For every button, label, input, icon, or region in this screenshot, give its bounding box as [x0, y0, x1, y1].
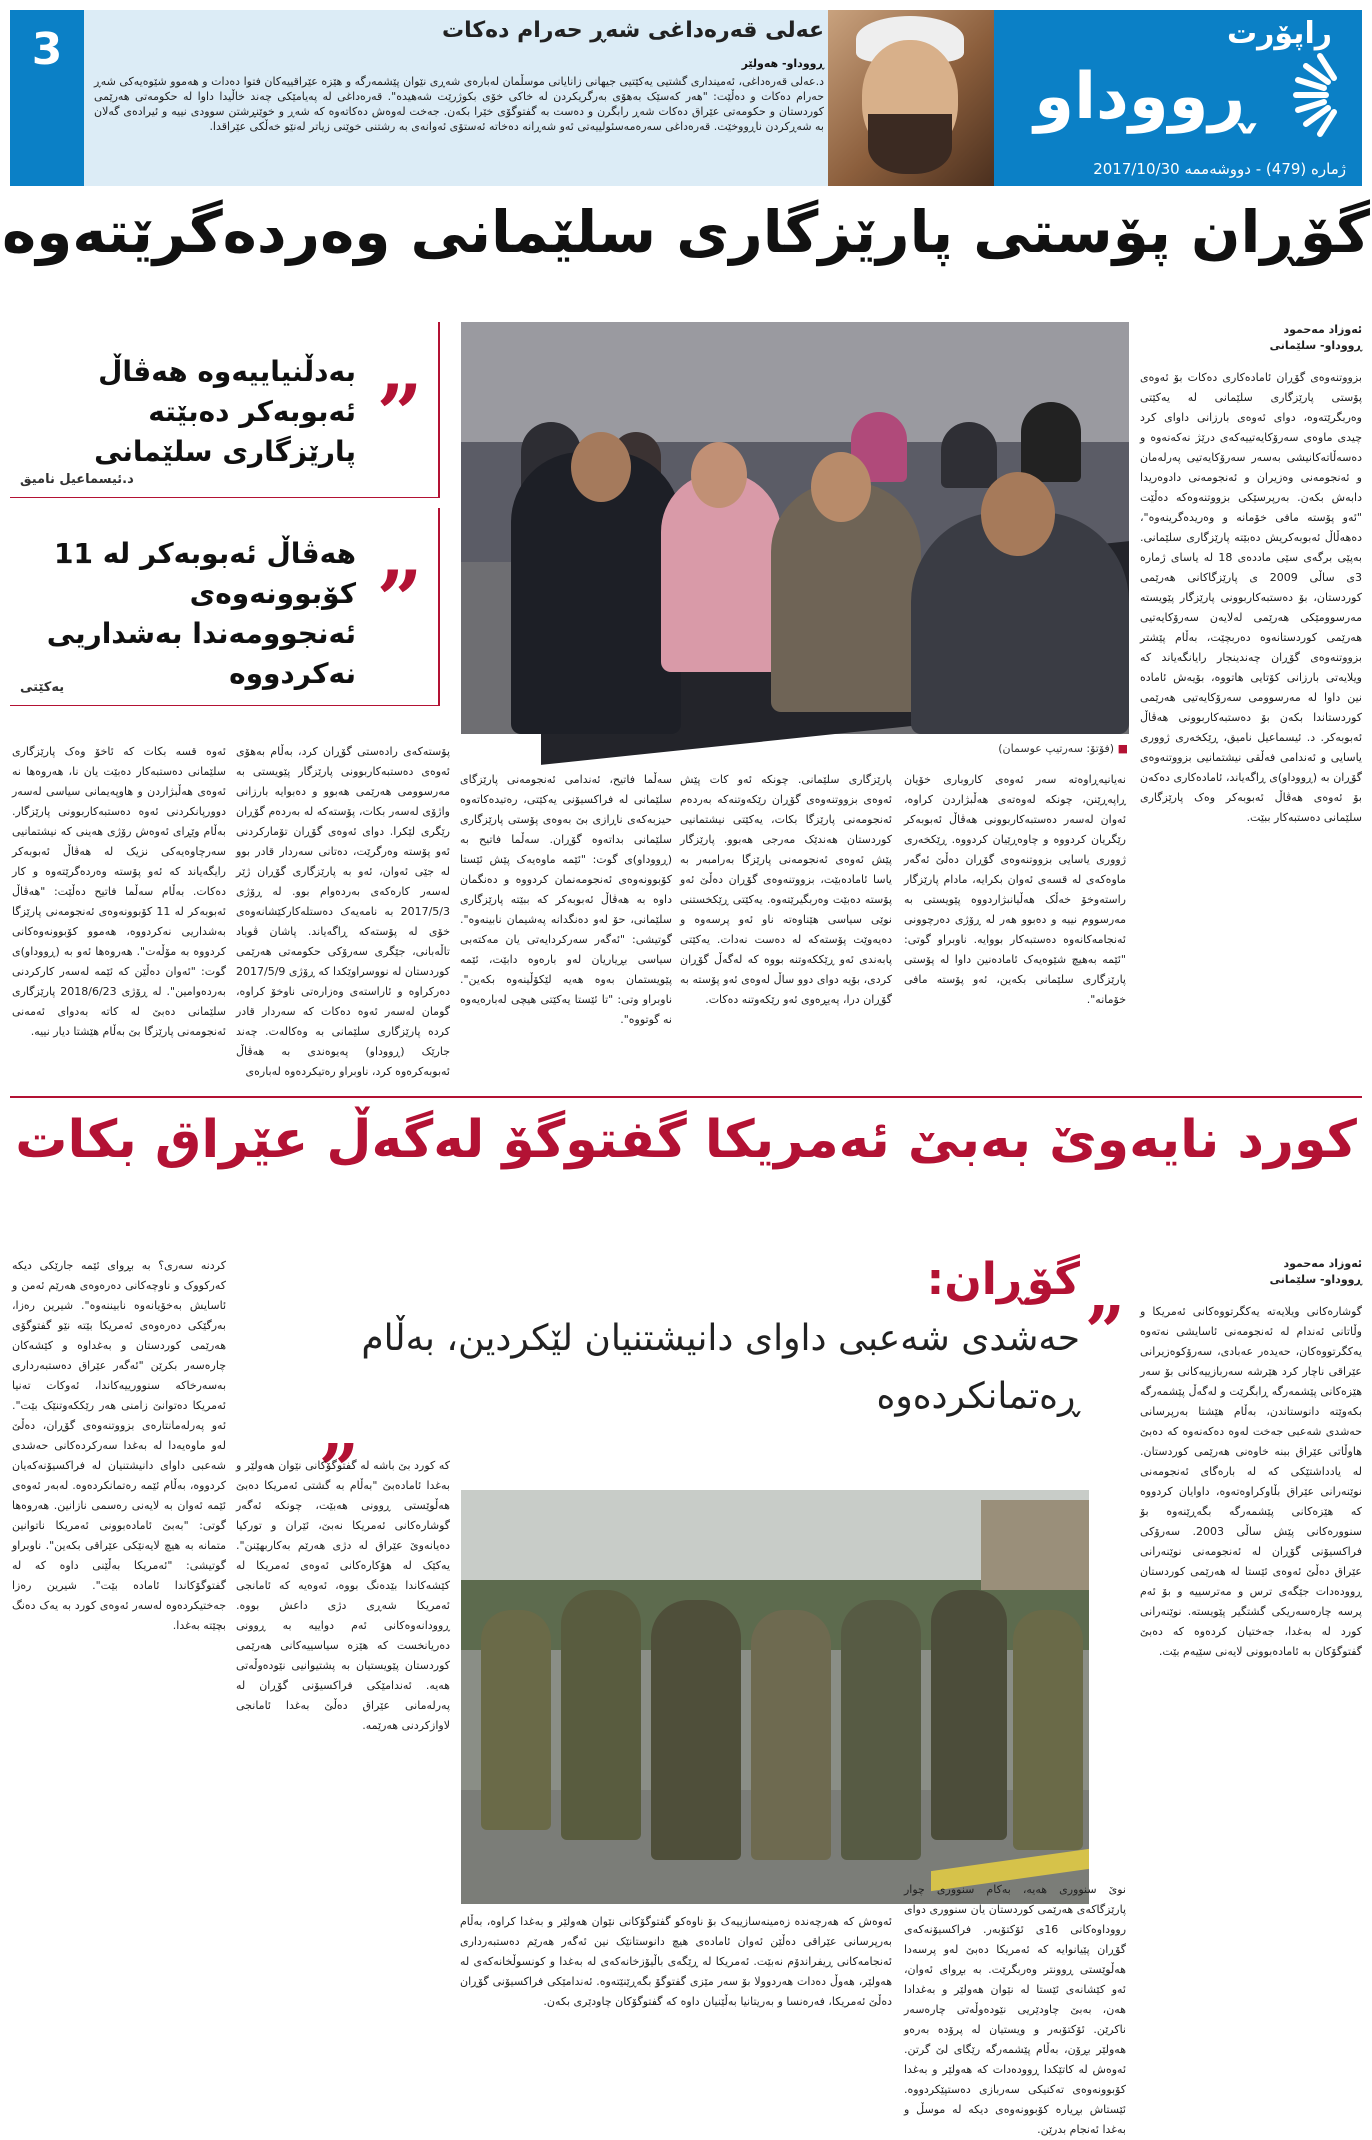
- photo2-building: [981, 1500, 1089, 1590]
- article1-location: ڕووداو- سلێمانی: [1269, 339, 1362, 352]
- teaser: [94, 18, 824, 178]
- photo1-figure: [1021, 402, 1081, 482]
- article2-col3-text: کە کورد بێ باشە لە گفتوگۆکانی نێوان هەولێر و بەغدا ئامادەبێ "بەڵام بە گشتی ئەمریکا دەبێ هەڵوێستی ڕوونی هەبێت، چونکە ئەگەر گوشارەکانی ئەمریکا نەبێ، ئێران و تورکیا دەیانەوێ عێراق لە دژی هەرێم بەکاربهێنن". یەکێک لە هۆکارەکانی ئەوەی ئەمریکا لە کێشەکاندا بێدەنگ بووە، ئەوەیە کە ئامانجی ئەمریکا شەڕی دژی داعش بووە. ڕوودانەوەکانی ئەم دواییە بە ڕوونی دەریانخست کە هێزە سیاسییەکانی هەرێمی کوردستان پێویستیان بە پشتیوانیی نێودەوڵەتی هەیە. ئەندامێکی فراکسیۆنی گۆڕان لە پەرلەمانی عێراق دەڵێ بەغدا ئامانجی لاوازکردنی هەرێمە.: [236, 1459, 450, 1732]
- masthead: [10, 10, 1362, 186]
- article1-column-3: [680, 770, 892, 1084]
- article2-col2-text: کردنە سەری؟ بە بڕوای ئێمە جارێکی دیکە کەرکووک و ناوچەکانی دەرەوەی هەرێم ئەمن و ئاسایش بەخۆیانەوە نابیننەوە". شیرین رەزا، بەرگێکی دەرەوەی ئەمریکا بێتە نێو گفتوگۆی هەرێمی کوردستان و بەغداوە و کێشەکان چارەسەر بکرێن "ئەگەر عێراق دەستبەرداری بەسەرخاکە سنوورییەکاندا، ئەوکات تەنیا ئەمریکا دەتوانێ زامنی هەر رێککەوتنێک بێت". ئەو پەرلەمانتارەی بزووتنەوەی گۆڕان، دەڵێ لەو ماوەیەدا لە بەغدا سەرکردەکانی حەشدی شەعبی داوای دانیشتنیان لە فراکسیۆنەکەیان کردووە، بەڵام ئێمە رەتمانکردەوە. لەبەر ئەوەی ئێمە ئەوان بە لایەنی رەسمی نازانین. هەروەها گوتی: "بەبێ ئامادەبوونی ئەمریکا ناتوانین متمانە بە هیچ لایەنێکی عێراقی بکەین". ناوبراو گوتیشی: "ئەمریکا بەڵێنی داوە کە لە گفتوگۆکاندا ئامادە بێت". شیرین رەزا جەختیکردەوە لەسەر ئەوەی کورد بە یەک دەنگ بچێتە بەغدا.: [12, 1259, 226, 1632]
- photo2-soldier: [931, 1590, 1007, 1840]
- photo1-caption: [560, 742, 1128, 755]
- quote-mark-icon: „: [320, 1388, 361, 1471]
- teaser-portrait: [828, 10, 994, 186]
- photo1-head: [571, 432, 631, 502]
- sunburst-logo-icon: [1286, 50, 1356, 140]
- photo2-soldier: [481, 1610, 551, 1830]
- pullquote-text: حەشدی شەعبی داوای دانیشتنیان لێکردین، بەڵام ڕەتمانکردەوە: [361, 1318, 1080, 1417]
- photo1-head: [691, 442, 747, 508]
- photo2-soldier: [751, 1610, 831, 1860]
- portrait-beard: [868, 114, 952, 174]
- article2-col4-text: نوێ سنووری هەیە، بەکام سنووری چوار پارێزگاکەی هەرێمی کوردستان یان سنووری دوای رووداوەکانی 16ی ئۆکتۆبەر. فراکسیۆنەکەی گۆڕان پێیانوایە کە ئەمریکا دەبێ لەو پرسەدا هەڵوێستی ڕوونتر وەربگرێت. بە بڕوای ئەوان، ئەو کێشانەی ئێستا لە نێوان هەولێر و بەغدادا هەن، بەبێ چاودێریی نێودەوڵەتی چارەسەر ناکرێن. ئۆکتۆبەر و ویستیان لە پرۆدە بەرەو هەولێر بڕۆن، بەڵام پێشمەرگە رێگای لێ گرتن. ئەوەش لە کاتێکدا ڕوودەدات کە هەولێر و بەغدا کۆبوونەوەی تەکنیکی سەربازی دەستپێکردووە. ئێستاش بڕیارە کۆبوونەوەی دیکە لە موسڵ و بەغدا ئەنجام بدرێن.: [904, 1883, 1126, 2136]
- photo2-soldier: [651, 1600, 741, 1860]
- article2-location: ڕووداو- سلێمانی: [1269, 1273, 1362, 1286]
- photo2-soldier: [841, 1600, 921, 1860]
- teaser-title: عەلی قەرەداغی شەڕ حەرام دەکات: [442, 18, 824, 43]
- quote-2-text: هەڤاڵ ئەبوبەکر لە 11 کۆبوونەوەی ئەنجوومەندا بەشداریی نەکردووە: [46, 537, 356, 690]
- camera-icon: ■: [1117, 742, 1128, 755]
- article1-column-1: [1140, 322, 1362, 1082]
- section-label: راپۆرت: [1226, 16, 1332, 51]
- article2-column-4: [904, 1880, 1126, 2136]
- brand-name: ڕوودا‌و: [1034, 60, 1252, 134]
- photo1-head: [981, 472, 1055, 556]
- article1-column-2: [904, 770, 1126, 1084]
- photo2-soldier: [561, 1590, 641, 1840]
- article1-headline: گۆڕان پۆستی پارێزگاری سلێمانی وەردەگرێتەوە: [1, 198, 1371, 266]
- article2-headline: کورد نایەوێ بەبێ ئەمریکا گفتوگۆ لەگەڵ عێراق بکات: [15, 1110, 1357, 1170]
- photo1-head: [811, 452, 871, 522]
- quote-box-1: [10, 322, 440, 498]
- section-divider: [10, 1096, 1362, 1098]
- teaser-byline: ڕووداو- هەولێر: [741, 57, 824, 70]
- article2-column-1: [1140, 1256, 1362, 2026]
- article2-column-3: [236, 1456, 450, 2026]
- quote-1-text: بەدڵنیاییەوە هەڤاڵ ئەبوبەکر دەبێتە پارێزگاری سلێمانی: [94, 355, 356, 468]
- quote-box-2: [10, 508, 440, 706]
- quote-mark-icon: „: [377, 321, 424, 415]
- article1-col6-text: ئەوە قسە بکات کە ئاخۆ وەک پارێزگاری سلێمانی دەستبەکار دەبێت یان نا، هەروەها نە ئەوەی هەڵبژاردن و هاوپەیمانی سیاسی لەسەر دوورپانکردنی ئەوە دەستبەکاربوونی پارێزگار. بەڵام وێڕای ئەوەش رۆژی هەینی کە نیشتمانیی سەرچاوەیەکی نزیک لە هەڤاڵ ئەبوبەکر رایگەیاند کە ئەو پۆستە وەردەگرێتەوە و کار دەکات. بەڵام سەڵما فاتیح دەڵێت: "هەڤاڵ ئەبوبەکر لە 11 کۆبوونەوەی ئەنجومەنی پارێزگا بەشداریی نەکردووە، هەموو کۆبوونەوەکانی کردووە بە مۆڵەت". هەروەها ئەو بە (ڕووداو)ی گوت: "ئەوان دەڵێن کە ئێمە لەسەر کارکردنی بەردەوامین". لە ڕۆژی 2018/6/23 پارێزگاری سلێمانی دەبێ لە کاتە بەدوای ئەمەنی ئەنجومەنی پارێزگا بێ بەڵام هێشتا دیار نییە.: [12, 745, 226, 1038]
- article1-col3-text: پارێزگاری سلێمانی. چونکە ئەو کات پێش ئەوەی بزووتنەوەی گۆڕان رێکەوتنەکە بەردەم ئەنجومەنی پارێزگا بکات، یەکێتی نیشتمانیی کوردستان هەندێک مەرجی هەبوو. پارێزگار پێش ئەوەی ئەنجومەنی پارێزگا بەرامبەر بە یاسا ئامادەبێت، بزووتنەوەی گۆڕان دەڵێ ئەو پۆستە دەبێت وەربگیرێتەوە. یەکێتی ڕێکخستنی نوێی سیاسی هێناوەتە ناو ئەو پرسەوە و دەیەوێت پۆستەکە لە دەست نەدات. یەکێتی پابەندی ئەو ڕێککەوتنە بووە کە لەگەڵ گۆڕان کردی، بۆیە دوای دوو ساڵ لەوەی ئەو پۆستە بە گۆڕان درا، پەیڕەوی ئەو رێکەوتنە دەکات.: [680, 773, 892, 1006]
- photo1-credit: (فۆتۆ: سەرتیپ عوسمان): [998, 742, 1115, 755]
- article1-col1-text: بزووتنەوەی گۆڕان ئامادەکاری دەکات بۆ ئەوەی پۆستی پارێزگاری سلێمانی لە یەکێتی وەربگرێتەوە، دوای ئەوەی بارزانی داوای کرد چیدی ماوەی سەرۆکایەتییەکەی درێژ نەکەنەوە و دەسەڵاتەکانیشی بەسەر سەرۆکایەتیی پەرلەمان و ئەنجومەنی وەزیران و ئەنجومەنی دادوەریدا دابەش بکەن. بەرپرسێکی بزووتنەوەکە دەڵێت "ئەو پۆستە مافی خۆمانە و وەریدەگرینەوە"، دەهەڵاڵ ئەبوبەکریش دەبێتە پارێزگاری سلێمانی. بەپێی برگەی سێی ماددەی 18 لە یاسای ژمارە 3ی ساڵی 2009 ی پارێزگاکانی هەرێمی کوردستان، بۆ دەستبەکاربوونی پارێزگار پێویستە مەرسوومێکی هەرێمی لەلایەن سەرۆکایەتیی هەرێمی کوردستانەوە دەربچێت، بەڵام پێشتر بزووتنەوەی گۆڕان چەندینجار رایانگەیاند کە ویلایەتی بارزانی کۆتایی هاتووە، بۆیەش ئامادە نین داوا لە مەرسوومی سەرۆکایەتیی هەرێمی کوردستاندا بکەن بۆ دەستبەکاربوونی هەڤاڵ ئەبوبەکر. د. ئیسماعیل نامیق، ڕێکخەری ژووری یاسایی و ئەندامی فەڵقی نیشتمانیی بزووتنەوەی گۆڕان بە (ڕووداو)ی ڕاگەیاند، ئامادەکاری دەکەن بۆ ئەوەی هەڤاڵ ئەبوبەکر وەک پارێزگاری سلێمانی دەستبەکار ببێت.: [1140, 371, 1362, 824]
- article1-col2-text: نەیانیەڕاوەتە سەر ئەوەی کاروباری خۆیان ڕاپەڕێنن، چونکە لەوەتەی هەڵبژاردن کراوە، ئەوان لەسەر دەستبەکاربوونی هەڤاڵ ئەبوبەکر رێگریان کردووە و چاوەڕێیان کردووە. ڕێکخەری ژووری یاسایی بزووتنەوەی گۆڕان دەڵێ ئەگەر ماوەکەی لە قسەی ئەوان بکرایە، مادام پارێزگار راستەوخۆ خەڵک هەڵیانبژاردووە پێویستی بە مەرسووم نییە و دەبوو هەر لە ڕۆژی دەرچوونی ئەنجامەکانەوە دەستبەکار بووایە. ناوبراو گوتی: "ئێمە بەهیچ شێوەیەک ئامادەنین داوا لە پۆستی پارێزگاری سلێمانی بکەین، ئەو پۆستە مافی خۆمانە".: [904, 773, 1126, 1006]
- photo2-soldier: [1013, 1610, 1083, 1850]
- article1-column-5: [236, 742, 450, 1084]
- article1-photo: [461, 322, 1129, 734]
- article1-col5-text: پۆستەکەی رادەستی گۆڕان کرد، بەڵام بەهۆی ئەوەی دەستبەکاربوونی پارێزگار پێویستی بە مەرسوومی هەرێمی هەبوو و دەبوایە بارزانی واژۆی لەسەر بکات، پۆستەکە لە بەردەم گۆڕان رێگری لێکرا. دوای ئەوەی گۆڕان تۆمارکردنی ئەو پۆستە وەرگرێت، دەتانی سەردار قادر بوو لە جێی ئەوان، ئەو بە پارێزگاری گۆڕان ژێر لەسەر کارەکەی بەردەوام بوو. لە ڕۆژی 2017/5/3 بە نامەیەک دەستلەکارکێشانەوەی خۆی لە پۆستەکە ڕاگەیاند. پاشان ڤوباد تاڵەبانی، جێگری سەرۆکی حکومەتی هەرێمی کوردستان لە نووسراوێکدا کە ڕۆژی 2017/5/9 دەرکراوە و ئاراستەی وەزارەتی ناوخۆ کراوە، گومان لەسەر ئەوە دەکات کە سەردار قادر کردە پارێزگاری سلێمانی بە وەکالەت. چەند جارێک (ڕووداو) پەیوەندی بە هەڤاڵ ئەبوبەکرەوە کرد، ناوبراو رەتیکردەوە لەبارەی: [236, 745, 450, 1078]
- quote-mark-icon: „: [1086, 1250, 1127, 1333]
- quote-2-source: یەکێتی: [20, 680, 65, 695]
- photo1-figure: [941, 422, 997, 488]
- article2-column-2: [12, 1256, 226, 2026]
- article2-author: ئەوزاد مەحمود: [1283, 1257, 1362, 1270]
- article2-column-5: [460, 1912, 892, 2026]
- issue-line: ژماره (479) - دووشه‌ممه 2017/10/30: [1093, 160, 1346, 178]
- article1-column-6: [12, 742, 226, 1084]
- quote-mark-icon: „: [377, 507, 424, 601]
- article2-photo: [461, 1490, 1089, 1904]
- brand-logo-block: [994, 10, 1362, 186]
- teaser-text: د.عەلی قەرەداغی، ئەمینداری گشتیی یەکێتیی جیهانی زانایانی موسڵمان لەبارەی شەڕی نێوان پێشمەرگە و هێزە عێراقییەکان فتوا دەدات و هەموو شێوەیەکی شەڕ حەرام دەکات و دەڵێت: "هەر کەسێک بەهۆی بەرگریکردن لە خاکی خۆی بکوژرێت شەهیدە". قەرەداغی لە پەیامێکی چەند خاڵیدا داوا لە حکومەتی هەرێمی کوردستان و حکومەتی عێراق دەکات شەڕ رابگرن و دەست بە گفتوگۆی خێرا بکەن. جەخت لەوەش دەکاتەوە کە شەڕ و خوێنڕشتن سوودی نییە و ئیرادەی گەلان بە شەڕکردن ناڕووخێت. قەرەداغی سەرەمەسئولییەتی ئەو شەڕانە دەخاتە ئەستۆی ئەوانەی بە رشتنی خوێنی زیاتر لەنێو خەڵکی عێراقدا.: [94, 75, 824, 133]
- article1-column-4: [460, 770, 672, 1084]
- pullquote-label: گۆڕان:: [926, 1254, 1080, 1305]
- article1-author: ئەوزاد مەحمود: [1283, 323, 1362, 336]
- article1-col4-text: سەڵما فاتیح، ئەندامی ئەنجومەنی پارێزگای سلێمانی لە فراکسیۆنی یەکێتی، رەتیدەکاتەوە حیزبەکەی ناڕازی بێ بەوەی پۆستی پارێزگاری سلێمانی بداتەوە گۆڕان. سەڵما فاتیح بە (ڕووداو)ی گوت: "ئێمە ماوەیەک پێش ئێستا کۆبوونەوەی ئەنجومەنمان کردووە و دەنگمان داوە بە هەڤاڵ ئەبوبەکر کە ببێتە پارێزگاری سلێمانی، حۆ لەو دەنگدانە پەشیمان نابینەوە". گوتیشی: "ئەگەر سەرکردایەتی یان مەکتەبی سیاسی بڕیاریان لەو بارەوە دابێت، ئێمە پێویستمان بەوە هەیە لێکۆڵینەوە بکەین". ناوبراو وتی: "تا ئێستا یەکێتی هیچی لەبارەیەوە نە گوتووە".: [460, 773, 672, 1026]
- page-number: 3: [10, 10, 84, 186]
- article2-col1-text: گوشارەکانی ویلایەتە یەکگرتووەکانی ئەمریکا و وڵاتانی ئەندام لە ئەنجومەنی ئاسایشی نەتەوە یەکگرتووەکان، حەیدەر عەبادی، سەرۆکوەزیرانی عێراقی ناچار کرد هێرشە سەربازییەکانی بۆ سەر هێزەکانی پێشمەرگە ڕابگرێت و لەگەڵ پێشمەرگە بکەوێتە دانوستاندن، بەڵام هێشتا بەرپرسانی حەشدی شەعبی جەخت لەوە دەکەنەوە کە دەبێ هاوڵاتی عێراق ببنە خاوەنی هەرێمی کوردستان. لە یادداشتێکی کە لە بارەگای ئەنجومەنی نوێنەرانی عێراق بڵاوکراوەتەوە، داوایان کردووە کە هێزەکانی پێشمەرگە بگەڕێنەوە بۆ سنوورەکانی پێش ساڵی 2003. سەرۆکی فراکسیۆنی گۆڕان لە ئەنجومەنی نوێنەرانی عێراق دەڵێ ئەوەی ئێستا لە هەرێمی کوردستان ڕوودەدات جێگەی ترس و مەترسییە و بۆ ئەم پرسە چارەسەریکی گشتگیر پێویستە. نوێنەرانی کورد لە بەغدا، جەختیان کردەوە کە دەبێ گفتوگۆکان بە ئامادەبوونی لایەنی سێیەم بێت.: [1140, 1305, 1362, 1658]
- article2-col5-text: ئەوەش کە هەرچەندە زەمینەسازییەک بۆ ناوەکو گفتوگۆکانی نێوان هەولێر و بەغدا کراوە، بەڵام بەرپرسانی عێراقی دەڵێن ئەوان ئامادەی هیچ دانوستانێک نین ئەگەر هەرێم دەستبەرداری ئەنجامەکانی ڕیفراندۆم نەبێت. ئەمریکا لە ڕێگەی باڵیۆزخانەکەی لە بەغدا و کونسوڵخانەکەی لە هەولێر، هەوڵ دەدات هەردوولا بۆ سەر مێزی گفتوگۆ بگەڕێنێتەوە. ئەندامێکی فراکسیۆنی گۆڕان دەڵێ ئەمریکا، فەرەنسا و بەریتانیا بەڵێنیان داوە کە گفتوگۆکان چاودێری بکەن.: [460, 1915, 892, 2008]
- quote-1-source: د.ئیسماعیل نامیق: [20, 472, 134, 487]
